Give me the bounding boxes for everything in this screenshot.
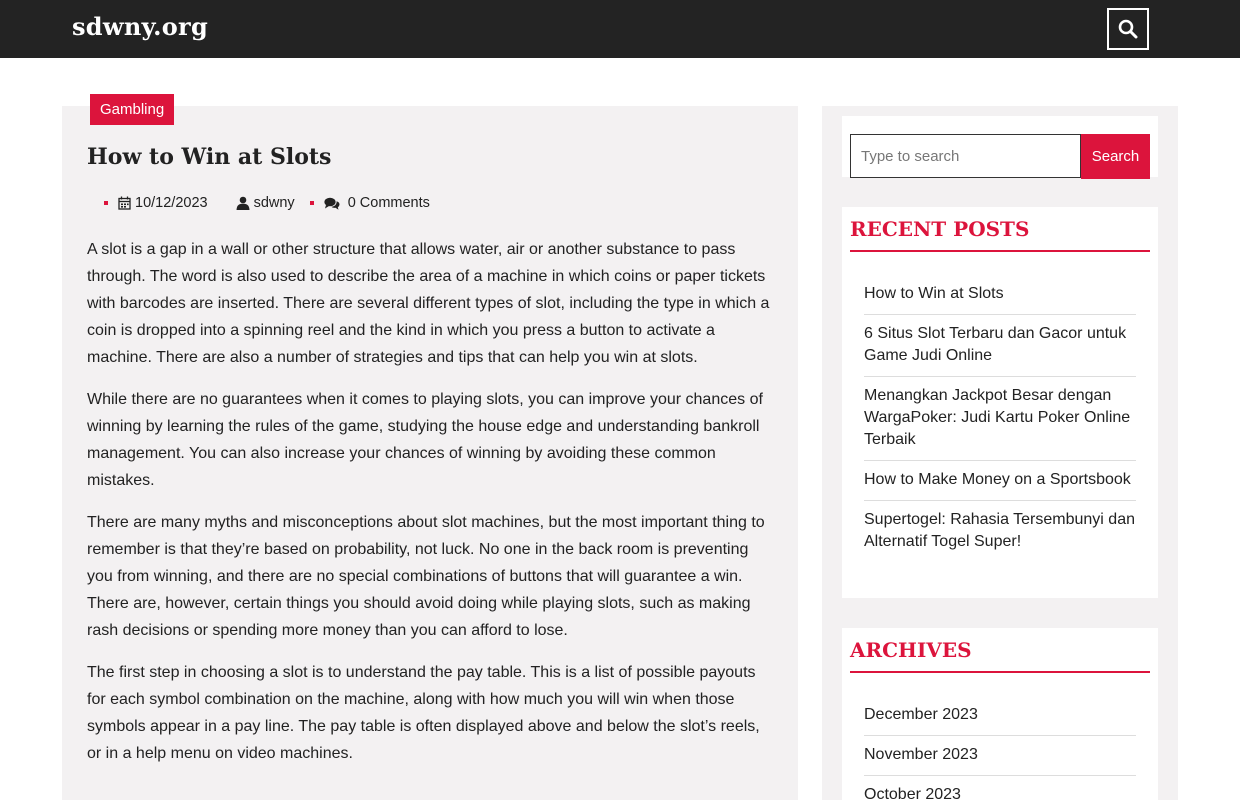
archive-link[interactable]: October 2023 — [864, 776, 1136, 800]
post-author[interactable] — [236, 195, 295, 211]
post-author-name: sdwny — [253, 195, 295, 211]
post-paragraph: There are many myths and misconceptions about slot machines, but the most important thing to remember is that they’re based on probability, not luck. No one in the back room is preventing you from winning, and there are no special combinations of buttons that will guarantee a win. There are, however, certain things you should avoid doing while playing slots, such as making rash decisions or spending more money than you can afford to lose. — [87, 514, 765, 639]
meta-bullet — [104, 201, 108, 205]
recent-posts-widget — [842, 207, 1158, 598]
search-button[interactable]: Search — [1081, 134, 1150, 179]
top-header — [0, 0, 1240, 58]
post-paragraph: While there are no guarantees when it comes to playing slots, you can improve your chances of winning by learning the rules of the game, studying the house edge and understanding bankroll management. You can also increase your chances of winning by avoiding these common mistakes. — [87, 391, 763, 489]
article-panel — [62, 101, 798, 800]
recent-post-link[interactable]: 6 Situs Slot Terbaru dan Gacor untuk Game Judi Online — [864, 315, 1136, 377]
recent-post-link[interactable]: How to Win at Slots — [864, 275, 1136, 315]
post-title: How to Win at Slots — [87, 144, 332, 170]
header-search-button[interactable] — [1107, 8, 1149, 50]
archives-widget — [842, 628, 1158, 800]
archives-title: ARCHIVES — [850, 638, 1150, 673]
search-icon — [1118, 19, 1138, 39]
search-input[interactable] — [850, 134, 1081, 178]
archives-list — [864, 696, 1136, 800]
post-comments-count: 0 Comments — [347, 195, 430, 211]
post-paragraph: A slot is a gap in a wall or other structure that allows water, air or another substance to pass through. The word is also used to describe the area of a machine in which coins or paper tickets with barcodes are inserted. There are several different types of slot, including the type in which a coin is dropped into a spinning reel and the kind in which you press a button to activate a machine. There are also a number of strategies and tips that can help you win at slots. — [87, 241, 770, 366]
user-icon — [236, 196, 250, 210]
site-title[interactable]: sdwny.org — [72, 12, 209, 41]
meta-bullet — [310, 201, 314, 205]
recent-post-link[interactable]: Menangkan Jackpot Besar dengan WargaPoker: Judi Kartu Poker Online Terbaik — [864, 377, 1136, 461]
post-meta — [104, 195, 430, 211]
recent-post-link[interactable]: How to Make Money on a Sportsbook — [864, 461, 1136, 501]
post-date-text: 10/12/2023 — [135, 195, 208, 211]
recent-posts-list — [864, 275, 1136, 562]
comments-icon — [324, 197, 340, 210]
archive-link[interactable]: December 2023 — [864, 696, 1136, 736]
recent-posts-title: RECENT POSTS — [850, 217, 1150, 252]
category-badge[interactable]: Gambling — [90, 94, 174, 125]
post-content — [87, 236, 777, 782]
calendar-icon — [118, 196, 131, 210]
post-date[interactable] — [118, 195, 208, 211]
recent-post-link[interactable]: Supertogel: Rahasia Tersembunyi dan Alternatif Togel Super! — [864, 511, 1135, 550]
post-paragraph: The first step in choosing a slot is to understand the pay table. This is a list of possible payouts for each symbol combination on the machine, along with how much you will win when those symbols appear in a pay line. The pay table is often displayed above and below the slot’s reels, or in a help menu on video machines. — [87, 664, 760, 762]
archive-link[interactable]: November 2023 — [864, 736, 1136, 776]
search-widget — [842, 116, 1158, 177]
post-comments[interactable] — [324, 195, 430, 211]
